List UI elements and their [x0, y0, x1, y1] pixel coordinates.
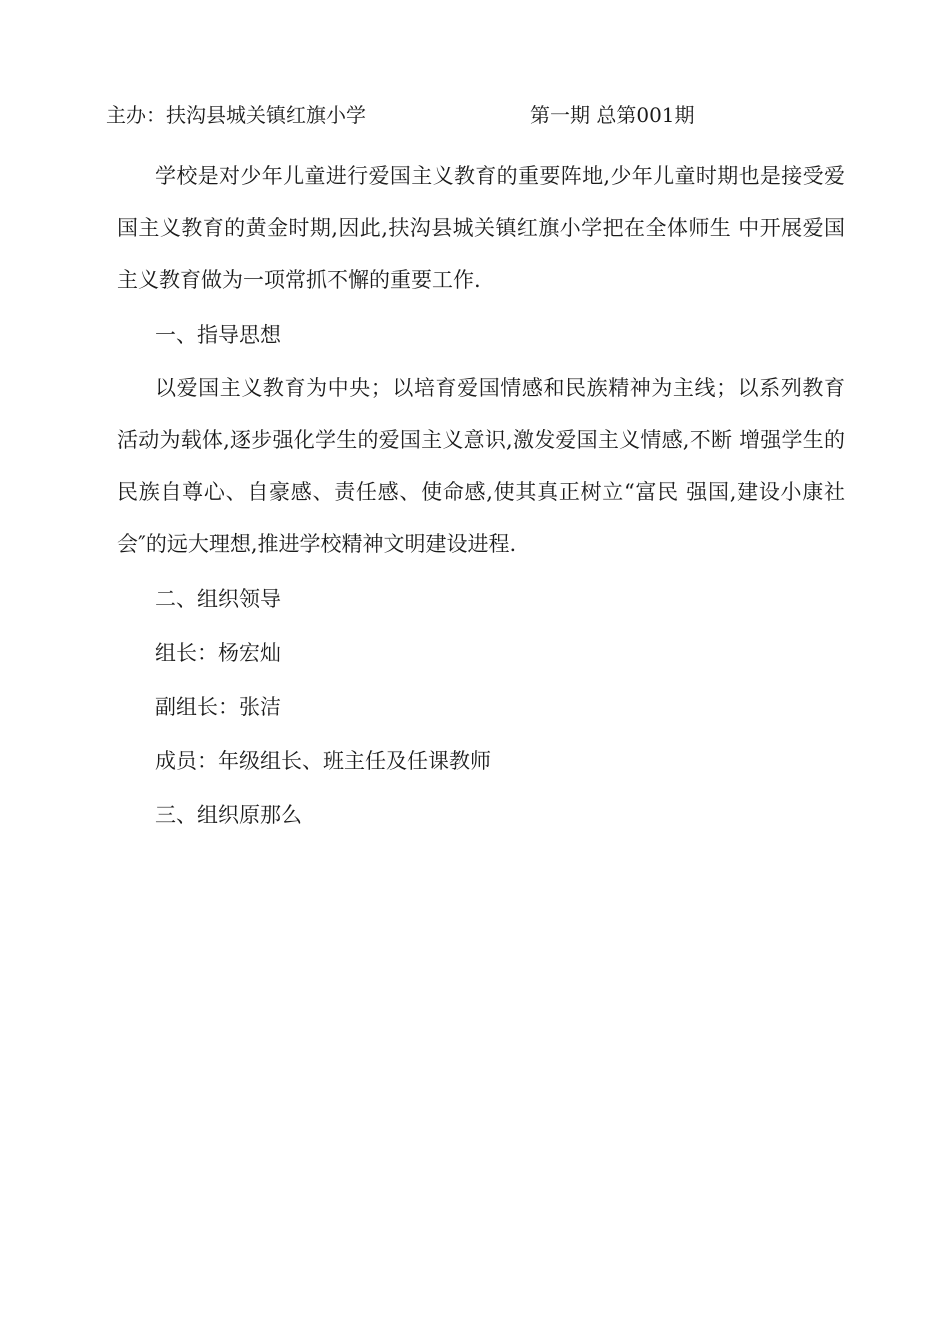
guiding-ideology-paragraph: 以爱国主义教育为中央；以培育爱国情感和民族精神为主线；以系列教育活动为载体,逐步强化学生的爱国主义意识,激发爱国主义情感,不断 增强学生的民族自尊心、自豪感、责任感、使命感,使其真正树立“富民 强国,建设小康社会″的远大理想,推进学校精神文明建设进程. — [117, 376, 845, 556]
intro-paragraph: 学校是对少年儿童进行爱国主义教育的重要阵地,少年儿童时期也是接受爱国主义教育的黄金时期,因此,扶沟县城关镇红旗小学把在全体师生 中开展爱国主义教育做为一项常抓不懈的重要工作. — [117, 164, 845, 292]
issue-number: 第一期 总第001期 — [530, 103, 695, 127]
vice-group-leader: 副组长：张洁 — [155, 695, 281, 719]
group-leader: 组长：杨宏灿 — [155, 641, 281, 665]
section-heading-guiding-ideology: 一、指导思想 — [155, 323, 281, 347]
organizer-label: 主办：扶沟县城关镇红旗小学 — [106, 103, 366, 127]
document-body — [117, 150, 845, 842]
section-heading-organization-leadership: 二、组织领导 — [155, 587, 281, 611]
group-members: 成员：年级组长、班主任及任课教师 — [155, 749, 491, 773]
section-heading-organization-principles: 三、组织原那么 — [155, 803, 302, 827]
newsletter-header — [106, 100, 826, 130]
